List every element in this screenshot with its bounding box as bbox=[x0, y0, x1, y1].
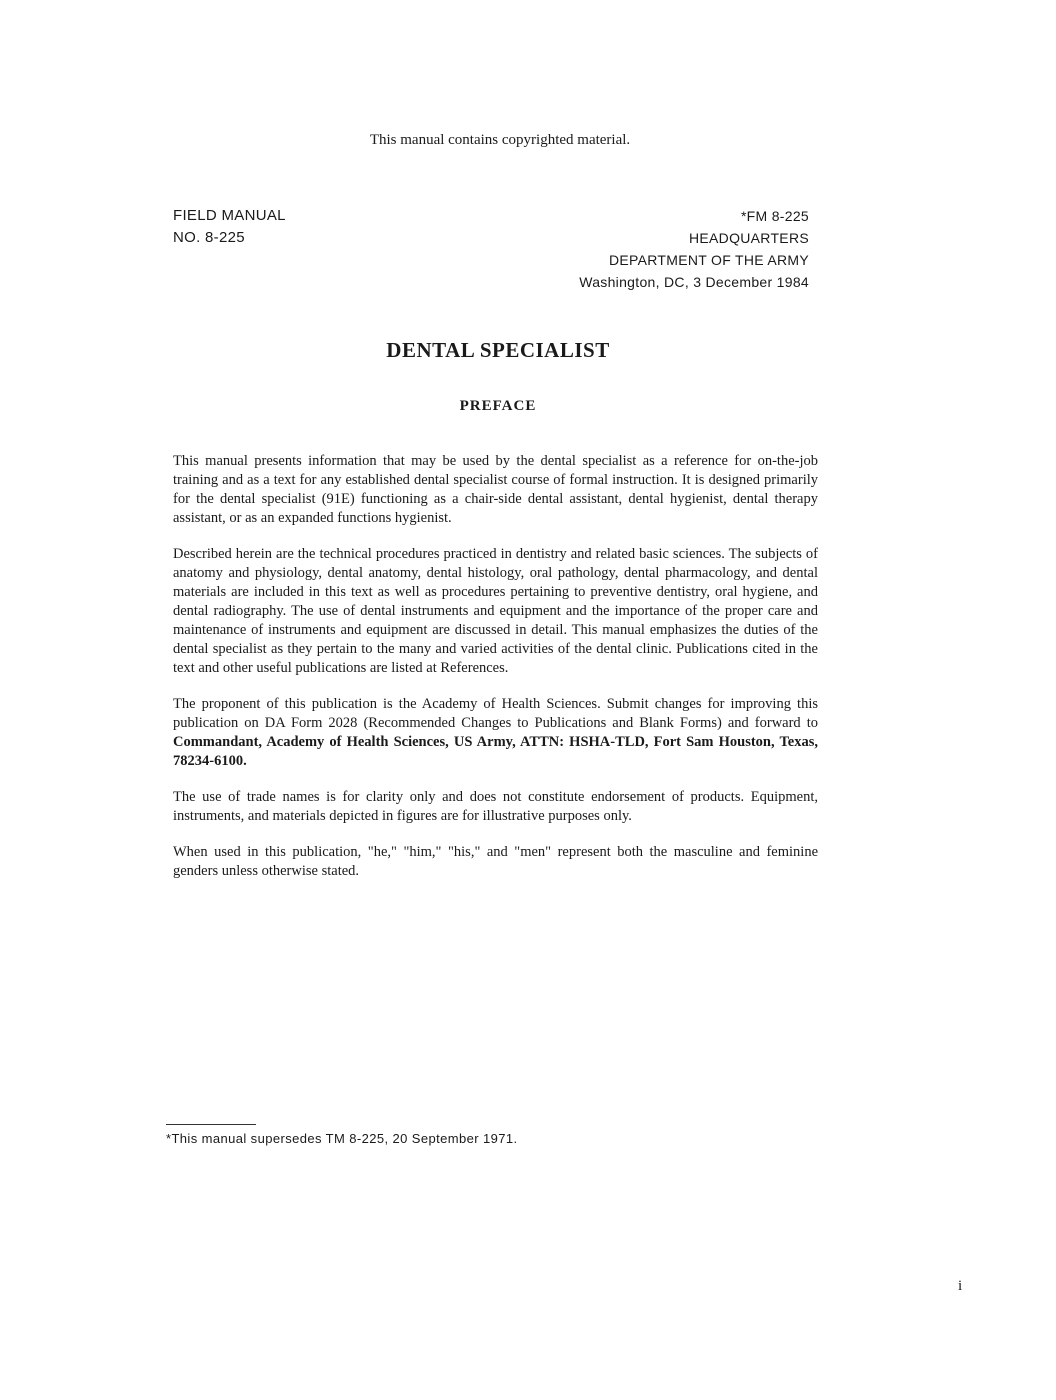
fm-number: *FM 8-225 bbox=[740, 208, 809, 224]
manual-number: NO. 8-225 bbox=[173, 229, 245, 246]
page-number: i bbox=[958, 1278, 963, 1294]
copyright-notice: This manual contains copyrighted material. bbox=[369, 132, 631, 148]
preface-body bbox=[173, 452, 818, 898]
publication-date: Washington, DC, 3 December 1984 bbox=[579, 274, 809, 290]
proponent-address: Commandant, Academy of Health Sciences, US Army, ATTN: HSHA-TLD, Fort Sam Houston, Texas, 78234-6100. bbox=[173, 734, 818, 769]
footnote: *This manual supersedes TM 8-225, 20 September 1971. bbox=[166, 1131, 518, 1146]
footnote-divider bbox=[166, 1124, 256, 1125]
proponent-text: The proponent of this publication is the Academy of Health Sciences. Submit changes for improving this publication on DA Form 2028 (Recommended Changes to Publications and Blank Forms) and forward to bbox=[173, 696, 818, 731]
paragraph-trade-names: The use of trade names is for clarity only and does not constitute endorsement of products. Equipment, instruments, and materials depicted in figures are for illustrative purposes only. bbox=[173, 789, 818, 824]
issuing-authority bbox=[579, 205, 809, 293]
manual-designation bbox=[173, 205, 286, 249]
paragraph-gender: When used in this publication, "he," "him," "his," and "men" represent both the masculine and feminine genders unless otherwise stated. bbox=[173, 844, 818, 879]
headquarters-label: HEADQUARTERS bbox=[688, 230, 809, 246]
paragraph-scope: Described herein are the technical procedures practiced in dentistry and related basic sciences. The subjects of anatomy and physiology, dental anatomy, dental histology, oral pathology, dental pharmacology, and dental materials are included in this text as well as procedures pertaining to preventive dentistry, oral hygiene, and dental radiography. The use of dental instruments and equipment and the importance of the proper care and maintenance of instruments and equipment are discussed in detail. This manual emphasizes the duties of the dental specialist as they pertain to the many and varied activities of the dental clinic. Publications cited in the text and other useful publications are listed at References. bbox=[173, 546, 818, 676]
paragraph-proponent bbox=[173, 695, 818, 771]
paragraph-purpose: This manual presents information that may be used by the dental specialist as a reference for on-the-job training and as a text for any established dental specialist course of formal instruction. It is designed primarily for the dental specialist (91E) functioning as a chair-side dental assistant, dental hygienist, dental therapy assistant, or as an expanded functions hygienist. bbox=[173, 453, 818, 526]
page-title: DENTAL SPECIALIST bbox=[386, 338, 610, 362]
field-manual-label: FIELD MANUAL bbox=[173, 207, 286, 224]
section-heading: PREFACE bbox=[459, 398, 537, 414]
department-label: DEPARTMENT OF THE ARMY bbox=[608, 252, 809, 268]
